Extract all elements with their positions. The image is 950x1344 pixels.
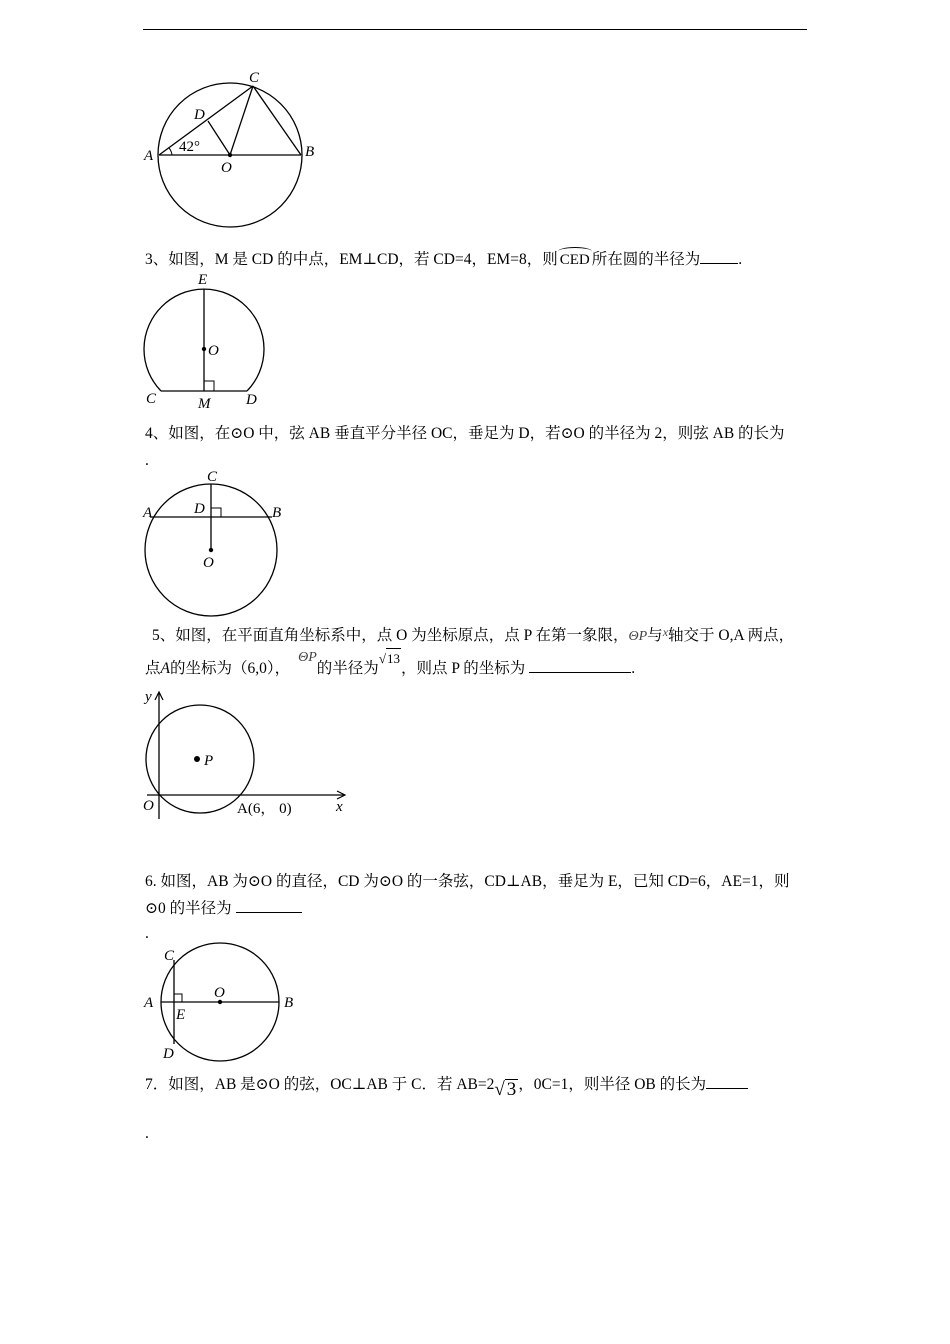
label-c: C — [249, 70, 260, 86]
q5-text-b: 与 — [647, 627, 663, 644]
right-angle-mark — [174, 994, 182, 1002]
label-d: D — [194, 501, 205, 517]
label-o: O — [221, 160, 232, 176]
q3-text-a: 3、如图，M 是 CD 的中点，EM⊥CD，若 CD=4，EM=8，则 — [145, 251, 558, 268]
q7-answer-blank — [706, 1074, 748, 1089]
question-7-line2: . — [145, 1125, 149, 1142]
q7-text-a: 7．如图，AB 是⊙O 的弦，OC⊥AB 于 C．若 AB=2 — [145, 1076, 495, 1093]
q5-answer-blank — [529, 658, 631, 673]
question-4-line2: . — [145, 452, 149, 469]
q5-circle-p-1: ΘP — [628, 629, 648, 644]
question-6-line2 — [145, 898, 302, 919]
right-angle-mark — [211, 508, 221, 517]
label-e: E — [198, 272, 208, 288]
q5-x-symbol: x — [662, 625, 669, 639]
label-o: O — [214, 985, 225, 1001]
question-4-line1: 4、如图，在⊙O 中，弦 AB 垂直平分半径 OC，垂足为 D，若⊙O 的半径为 2，则弦 AB 的长为 — [145, 425, 785, 442]
center-dot — [209, 548, 213, 552]
center-dot — [228, 153, 232, 157]
figure-q5-coordinate — [140, 685, 355, 820]
header-rule — [143, 29, 807, 30]
label-y: y — [145, 689, 152, 705]
q5-text-d: 点 — [145, 660, 161, 677]
label-d: D — [194, 107, 205, 123]
q5-text-c: 轴交于 O,A 两点， — [668, 627, 795, 644]
label-o: O — [143, 798, 154, 814]
q5-text-a: 5、如图，在平面直角坐标系中，点 O 为坐标原点，点 P 在第一象限， — [152, 627, 629, 644]
angle-arc — [169, 148, 172, 155]
figure-q2-circle — [140, 65, 330, 235]
q3-text-b: 所在圆的半径为 — [591, 251, 701, 268]
q6-text-a: ⊙0 的半径为 — [145, 900, 232, 917]
question-6-line3: . — [145, 925, 149, 942]
label-b: B — [272, 505, 282, 521]
figure-q3-arc — [140, 268, 270, 413]
q7-sqrt-3: √ 3 — [494, 1079, 517, 1100]
label-o: O — [203, 555, 214, 571]
label-b: B — [305, 144, 315, 160]
q5-text-f: 的半径为 — [316, 660, 379, 677]
label-c: C — [146, 391, 157, 407]
segment-do — [208, 121, 230, 155]
label-a: A — [144, 995, 154, 1011]
chord-ac — [159, 86, 253, 155]
question-5-line1 — [152, 622, 794, 647]
label-o: O — [208, 343, 219, 359]
point-p — [194, 756, 200, 762]
label-a-coord: A(6， 0) — [237, 801, 292, 817]
q6-answer-blank — [236, 898, 302, 913]
label-e: E — [176, 1007, 186, 1023]
label-angle: 42° — [179, 139, 200, 155]
figure-q6-circle — [140, 940, 300, 1065]
question-3 — [145, 249, 742, 270]
q3-text-c: . — [738, 251, 743, 268]
q5-a-letter: A — [160, 660, 170, 677]
right-angle-mark — [204, 381, 214, 391]
question-6-line1: 6. 如图，AB 为⊙O 的直径，CD 为⊙O 的一条弦，CD⊥AB，垂足为 E，已知 CD=6，AE=1，则 — [145, 873, 790, 890]
segment-co — [230, 86, 253, 155]
label-c: C — [207, 469, 218, 485]
q5-text-g: ，则点 P 的坐标为 — [400, 660, 526, 677]
q7-text-b: ，0C=1，则半径 OB 的长为 — [518, 1076, 707, 1093]
q5-text-h: . — [631, 660, 636, 677]
label-x: x — [336, 799, 343, 815]
question-7-line1 — [145, 1073, 748, 1100]
label-d: D — [163, 1046, 174, 1062]
label-m: M — [198, 396, 211, 412]
q5-circle-p-2: ΘP — [298, 650, 317, 665]
label-c: C — [164, 948, 175, 964]
q5-text-e: 的坐标为（6,0）， — [169, 660, 291, 677]
figure-q4-circle — [140, 465, 290, 620]
label-a: A — [143, 505, 153, 521]
label-d: D — [246, 392, 257, 408]
center-dot — [202, 347, 206, 351]
q3-answer-blank — [700, 249, 738, 264]
label-p: P — [204, 753, 214, 769]
q3-arc-ced: CED — [559, 252, 590, 268]
label-a: A — [144, 148, 154, 164]
label-b: B — [284, 995, 294, 1011]
q5-sqrt-13: √13 — [379, 648, 401, 669]
question-5-line2 — [145, 650, 636, 680]
